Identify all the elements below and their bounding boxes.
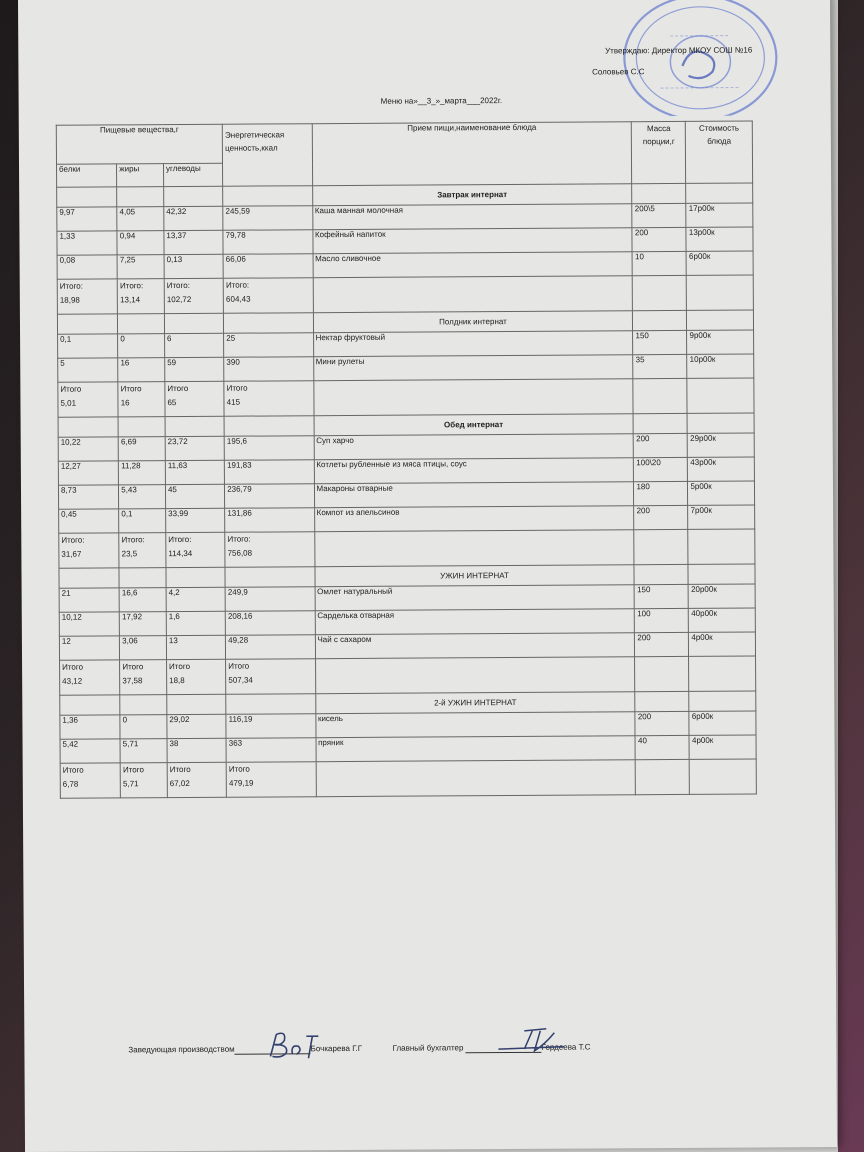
- empty-cell: [634, 564, 688, 584]
- cost-header: Стоимость блюда: [686, 121, 753, 183]
- empty-cell: [119, 568, 166, 588]
- carbs-cell: 45: [165, 484, 224, 508]
- carbs-cell: 0,13: [164, 254, 223, 278]
- energy-cell: 390: [224, 357, 313, 382]
- empty-cell: [57, 187, 117, 207]
- empty-cell: [687, 413, 754, 433]
- chef-signature: [262, 1028, 332, 1062]
- cost-cell: 6р00к: [689, 711, 756, 735]
- empty-cell: [167, 694, 226, 714]
- dish-name-cell: Масло сливочное: [313, 252, 633, 278]
- total-fat: Итого 16: [118, 382, 165, 417]
- fat-cell: 16: [118, 358, 165, 382]
- dish-name-cell: пряник: [316, 736, 636, 762]
- menu-sheet: [18, 0, 837, 1152]
- empty-cell: [120, 695, 167, 715]
- dish-name-cell: кисель: [315, 712, 635, 738]
- accountant-name: Гордеева Т.С: [541, 1042, 591, 1052]
- energy-cell: 195,6: [224, 436, 313, 461]
- energy-cell: 208,16: [225, 611, 314, 636]
- fat-header: жиры: [117, 164, 164, 187]
- empty-cell: [57, 314, 117, 334]
- empty-cell: [224, 416, 313, 437]
- empty-cell: [632, 183, 686, 203]
- empty-cell: [688, 564, 755, 584]
- total-fat: Итого 37,58: [120, 660, 167, 695]
- carbs-header: углеводы: [163, 163, 222, 186]
- cost-cell: 29р00к: [688, 433, 755, 457]
- total-row: [58, 378, 754, 417]
- empty-cell: [118, 417, 165, 437]
- dish-name-cell: Макароны отварные: [314, 482, 634, 508]
- total-fat: Итого 5,71: [120, 763, 167, 798]
- empty-cell: [316, 760, 636, 797]
- cost-cell: 43р00к: [688, 457, 755, 481]
- protein-cell: 10,12: [59, 612, 119, 636]
- energy-cell: 236,79: [225, 484, 314, 509]
- section-title: 2-й УЖИН ИНТЕРНАТ: [315, 692, 635, 714]
- empty-cell: [688, 529, 755, 564]
- total-row: [60, 759, 756, 798]
- carbs-cell: 38: [167, 738, 226, 762]
- total-energy: Итого 479,19: [226, 762, 316, 798]
- menu-table: [56, 121, 757, 799]
- energy-cell: 191,83: [225, 460, 314, 485]
- dish-name-cell: Кофейный напиток: [312, 228, 632, 254]
- dish-header: Прием пищи,наименование блюда: [312, 122, 632, 186]
- dish-name-cell: Котлеты рубленные из мяса птицы, соус: [314, 458, 634, 484]
- cost-cell: 9р00к: [687, 330, 754, 354]
- chef-name: Бочкарева Г.Г: [310, 1043, 363, 1054]
- approval-line: Утверждаю: Директор МКОУ СОШ №16: [605, 45, 753, 56]
- empty-cell: [633, 275, 687, 310]
- protein-cell: 0,45: [59, 509, 119, 533]
- empty-cell: [226, 694, 315, 715]
- energy-cell: 116,19: [226, 714, 315, 739]
- empty-cell: [690, 759, 757, 794]
- mass-cell: 200: [635, 711, 689, 735]
- dish-name-cell: Суп харчо: [314, 434, 634, 460]
- empty-cell: [313, 379, 633, 416]
- header-row: [56, 121, 752, 164]
- mass-cell: 35: [633, 354, 687, 378]
- carbs-cell: 33,99: [166, 508, 225, 532]
- mass-cell: 200: [632, 227, 686, 251]
- total-carbs: Итого: 102,72: [164, 278, 223, 313]
- energy-cell: 66,06: [223, 254, 312, 279]
- empty-cell: [164, 313, 223, 333]
- section-title: Обед интернат: [314, 414, 634, 436]
- fat-cell: 16,6: [119, 588, 166, 612]
- protein-cell: 9,97: [57, 207, 117, 231]
- protein-cell: 5: [58, 358, 118, 382]
- total-protein: Итого 6,78: [60, 763, 120, 798]
- mass-cell: 40: [635, 735, 689, 759]
- dish-name-cell: Компот из апельсинов: [314, 506, 634, 532]
- protein-cell: 10,22: [58, 437, 118, 461]
- menu-table-body: [56, 121, 756, 798]
- fat-cell: 0,94: [117, 231, 164, 255]
- carbs-cell: 23,72: [165, 436, 224, 460]
- cost-cell: 6р00к: [687, 251, 754, 275]
- energy-cell: 79,78: [223, 230, 312, 255]
- mass-cell: 150: [635, 584, 689, 608]
- energy-cell: 25: [224, 333, 313, 358]
- fat-cell: 6,69: [118, 437, 165, 461]
- protein-cell: 1,33: [57, 231, 117, 255]
- cost-cell: 17р00к: [686, 203, 753, 227]
- protein-cell: 8,73: [58, 485, 118, 509]
- dish-name-cell: Каша манная молочная: [312, 204, 632, 230]
- empty-cell: [686, 183, 753, 203]
- dish-name-cell: Чай с сахаром: [315, 633, 635, 659]
- mass-cell: 100\20: [634, 457, 688, 481]
- empty-cell: [635, 691, 689, 711]
- total-fat: Итого: 23,5: [119, 533, 166, 568]
- protein-cell: 0,1: [58, 334, 118, 358]
- empty-cell: [689, 656, 756, 691]
- total-carbs: Итого 18,8: [167, 659, 226, 694]
- cost-cell: 13р00к: [686, 227, 753, 251]
- fat-cell: 0,1: [119, 509, 166, 533]
- protein-cell: 21: [59, 588, 119, 612]
- energy-cell: 131,86: [225, 508, 314, 533]
- total-energy: Итого: 604,43: [223, 278, 313, 314]
- carbs-cell: 29,02: [167, 714, 226, 738]
- empty-cell: [223, 186, 312, 207]
- dish-name-cell: Мини рулеты: [313, 355, 633, 381]
- empty-cell: [634, 529, 688, 564]
- energy-cell: 49,28: [226, 635, 315, 660]
- carbs-cell: 59: [165, 357, 224, 381]
- section-title: Завтрак интернат: [312, 184, 632, 206]
- carbs-cell: 42,32: [164, 206, 223, 230]
- total-carbs: Итого 65: [165, 381, 224, 416]
- carbs-cell: 4,2: [166, 587, 225, 611]
- empty-cell: [315, 657, 635, 694]
- section-title: Полдник интернат: [313, 311, 633, 333]
- empty-cell: [687, 310, 754, 330]
- dish-name-cell: Нектар фруктовый: [313, 331, 633, 357]
- cost-cell: 20р00к: [689, 584, 756, 608]
- cost-cell: 10р00к: [687, 354, 754, 378]
- mass-cell: 200\5: [632, 203, 686, 227]
- empty-cell: [633, 413, 687, 433]
- approval-block: [592, 34, 753, 78]
- empty-cell: [164, 186, 223, 206]
- cost-cell: 7р00к: [688, 505, 755, 529]
- fat-cell: 5,43: [119, 485, 166, 509]
- total-carbs: Итого: 114,34: [166, 532, 225, 567]
- mass-cell: 180: [634, 481, 688, 505]
- protein-header: белки: [57, 164, 117, 187]
- cost-cell: 4р00к: [689, 735, 756, 759]
- total-row: [57, 275, 753, 314]
- total-fat: Итого: 13,14: [117, 279, 164, 314]
- protein-cell: 12: [59, 636, 119, 660]
- total-energy: Итого: 756,08: [225, 532, 315, 568]
- cost-cell: 5р00к: [688, 481, 755, 505]
- empty-cell: [314, 530, 634, 567]
- mass-cell: 200: [635, 632, 689, 656]
- cost-cell: 40р00к: [689, 608, 756, 632]
- energy-cell: 249,9: [225, 587, 314, 612]
- accountant-label: Главный бухгалтер: [392, 1043, 464, 1053]
- empty-cell: [635, 656, 689, 691]
- empty-cell: [633, 310, 687, 330]
- section-title: УЖИН ИНТЕРНАТ: [314, 565, 634, 587]
- fat-cell: 3,06: [120, 636, 167, 660]
- carbs-cell: 13,37: [164, 230, 223, 254]
- empty-cell: [636, 759, 690, 794]
- fat-cell: 0: [120, 715, 167, 739]
- director-name: Соловьев С.С: [592, 67, 645, 77]
- carbs-cell: 1,6: [166, 611, 225, 635]
- mass-cell: 200: [634, 505, 688, 529]
- fat-cell: 4,05: [117, 207, 164, 231]
- empty-cell: [166, 567, 225, 587]
- carbs-cell: 13: [166, 635, 225, 659]
- energy-cell: 363: [226, 738, 315, 763]
- nutrients-header: Пищевые вещества,г: [56, 124, 222, 164]
- empty-cell: [59, 568, 119, 588]
- empty-cell: [60, 695, 120, 715]
- mass-cell: 150: [633, 330, 687, 354]
- energy-cell: 245,59: [223, 206, 312, 231]
- mass-cell: 200: [634, 433, 688, 457]
- fat-cell: 0: [118, 334, 165, 358]
- total-energy: Итого 507,34: [226, 659, 316, 695]
- empty-cell: [58, 417, 118, 437]
- fat-cell: 5,71: [120, 739, 167, 763]
- cost-cell: 4р00к: [689, 632, 756, 656]
- protein-cell: 0,08: [57, 255, 117, 279]
- carbs-cell: 11,63: [165, 460, 224, 484]
- empty-cell: [117, 187, 164, 207]
- chef-label: Заведующая производством: [128, 1044, 235, 1055]
- empty-cell: [687, 378, 754, 413]
- fat-cell: 17,92: [119, 612, 166, 636]
- fat-cell: 11,28: [119, 461, 166, 485]
- protein-cell: 1,36: [60, 715, 120, 739]
- total-protein: Итого 43,12: [60, 660, 120, 695]
- empty-cell: [225, 567, 314, 588]
- mass-header: Масса порции,г: [632, 121, 686, 183]
- mass-cell: 100: [635, 608, 689, 632]
- dish-name-cell: Омлет натуральный: [315, 585, 635, 611]
- dish-name-cell: Сарделька отварная: [315, 609, 635, 635]
- protein-cell: 12,27: [58, 461, 118, 485]
- total-row: [60, 656, 756, 695]
- total-protein: Итого: 31,67: [59, 533, 119, 568]
- total-carbs: Итого 67,02: [167, 762, 226, 797]
- empty-cell: [118, 314, 165, 334]
- empty-cell: [313, 276, 633, 313]
- empty-cell: [633, 378, 687, 413]
- total-protein: Итого 5,01: [58, 382, 118, 417]
- menu-title: Меню на»__3_»_марта___2022г.: [380, 96, 503, 106]
- total-energy: Итого 415: [224, 381, 314, 417]
- mass-cell: 10: [633, 251, 687, 275]
- carbs-cell: 6: [165, 333, 224, 357]
- empty-cell: [687, 275, 754, 310]
- energy-header: Энергетическая ценность,ккал: [222, 124, 312, 187]
- accountant-signature: [494, 1025, 574, 1055]
- protein-cell: 5,42: [60, 739, 120, 763]
- empty-cell: [165, 416, 224, 436]
- total-row: [59, 529, 755, 568]
- fat-cell: 7,25: [117, 255, 164, 279]
- empty-cell: [689, 691, 756, 711]
- total-protein: Итого: 18,98: [57, 279, 117, 314]
- empty-cell: [224, 313, 313, 334]
